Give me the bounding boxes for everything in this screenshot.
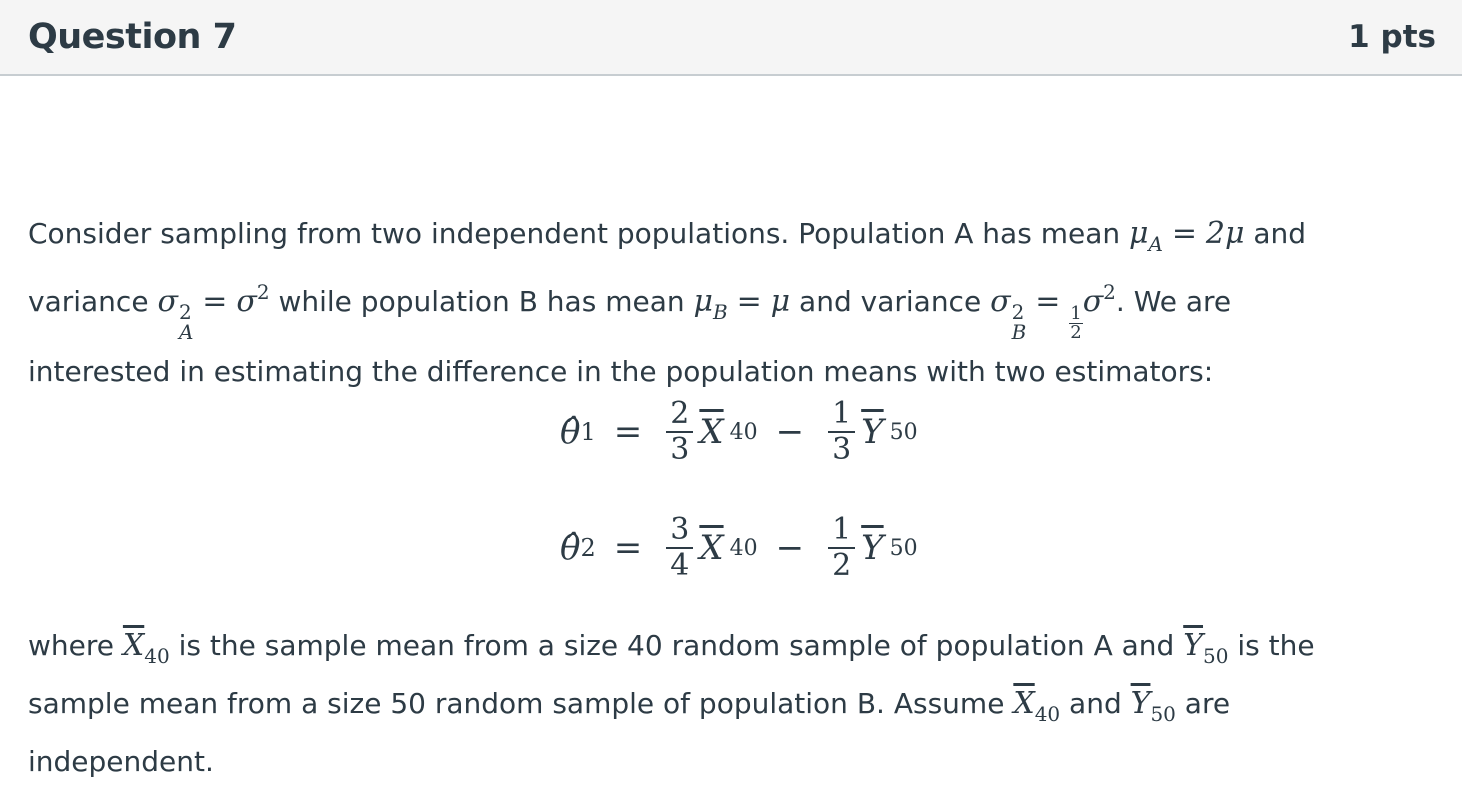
text-segment: interested in estimating the difference in the population means with two estimators: bbox=[28, 355, 1214, 388]
y-bar: $\overline{Y}$ bbox=[861, 528, 884, 568]
theta-index: 2 bbox=[580, 534, 596, 562]
x-subscript: 40 bbox=[1034, 702, 1061, 726]
text-segment: and bbox=[1060, 687, 1131, 720]
math-sigma: σ bbox=[990, 284, 1011, 319]
frac-num: 1 bbox=[828, 513, 855, 549]
y-bar: $\overline{Y}$ bbox=[1130, 686, 1151, 721]
math-subsup bbox=[179, 302, 193, 342]
y-subscript: 50 bbox=[889, 419, 918, 445]
frac-den: 4 bbox=[670, 548, 690, 583]
question-points: 1 pts bbox=[1348, 19, 1436, 55]
math-sup: 2 bbox=[1011, 300, 1025, 324]
x-bar: $\overline{X}$ bbox=[1013, 686, 1035, 721]
math-sub: B bbox=[713, 300, 728, 324]
frac-den: 2 bbox=[832, 548, 852, 583]
math-sub: A bbox=[1148, 232, 1163, 256]
math-sup: 2 bbox=[256, 280, 270, 304]
intro-line-2 bbox=[28, 268, 1408, 342]
x-subscript: 40 bbox=[729, 535, 758, 561]
closing-text bbox=[28, 622, 1428, 786]
estimator-1 bbox=[560, 392, 980, 472]
text-segment: is the sample mean from a size 40 random sample of population A and bbox=[169, 629, 1184, 662]
closing-line-1 bbox=[28, 622, 1428, 680]
frac-den: 3 bbox=[832, 432, 852, 467]
frac-num: 1 bbox=[828, 397, 855, 433]
math-eq: = bbox=[1171, 216, 1197, 251]
question-title: Question 7 bbox=[28, 17, 237, 57]
x-bar: $\overline{X}$ bbox=[122, 628, 145, 663]
math-sigma: σ bbox=[157, 284, 178, 319]
text-segment: are bbox=[1175, 687, 1231, 720]
text-segment: while population B has mean bbox=[269, 285, 694, 318]
closing-line-2 bbox=[28, 680, 1428, 738]
text-segment: sample mean from a size 50 random sample of population B. Assume bbox=[28, 687, 1014, 720]
intro-line-3 bbox=[28, 348, 1408, 396]
x-bar: $\overline{X}$ bbox=[699, 412, 724, 452]
math-eq: = bbox=[613, 412, 643, 452]
question-header bbox=[0, 0, 1462, 76]
estimator-2 bbox=[560, 508, 980, 588]
y-bar: $\overline{Y}$ bbox=[861, 412, 884, 452]
math-eq: = bbox=[202, 284, 228, 319]
theta-hat: θ̂ bbox=[560, 528, 581, 568]
text-segment: and variance bbox=[790, 285, 991, 318]
frac-num: 1 bbox=[1070, 303, 1082, 324]
question-text bbox=[28, 210, 1408, 396]
math-two-mu: 2μ bbox=[1205, 216, 1245, 251]
text-segment: and bbox=[1244, 217, 1307, 250]
frac-den: 2 bbox=[1070, 322, 1082, 343]
coef-frac bbox=[666, 513, 693, 583]
closing-line-3 bbox=[28, 738, 1428, 786]
math-sup: 2 bbox=[1103, 280, 1116, 304]
x-subscript: 40 bbox=[144, 644, 170, 668]
text-segment: where bbox=[28, 629, 123, 662]
y-bar: $\overline{Y}$ bbox=[1183, 628, 1204, 663]
text-segment: is the bbox=[1228, 629, 1315, 662]
minus-sign: − bbox=[775, 412, 805, 452]
text-segment: variance bbox=[28, 285, 158, 318]
math-sup: 2 bbox=[178, 300, 192, 324]
math-mu: μ bbox=[693, 284, 713, 319]
theta-hat: θ̂ bbox=[560, 412, 581, 452]
y-subscript: 50 bbox=[1150, 702, 1176, 726]
text-segment: . We are bbox=[1115, 285, 1232, 318]
theta-index: 1 bbox=[580, 418, 596, 446]
math-mu: μ bbox=[770, 284, 791, 319]
math-eq: = bbox=[613, 528, 643, 568]
math-sigma: σ bbox=[1082, 284, 1104, 319]
frac-num: 2 bbox=[666, 397, 693, 433]
minus-sign: − bbox=[775, 528, 805, 568]
y-subscript: 50 bbox=[1203, 644, 1229, 668]
math-eq: = bbox=[1035, 284, 1061, 319]
math-sigma: σ bbox=[236, 284, 257, 319]
intro-line-1 bbox=[28, 210, 1408, 268]
coef-frac bbox=[828, 513, 855, 583]
math-sub: B bbox=[1011, 320, 1027, 344]
math-mu: μ bbox=[1129, 216, 1149, 251]
frac-num: 3 bbox=[666, 513, 693, 549]
text-segment: independent. bbox=[28, 745, 214, 778]
x-subscript: 40 bbox=[729, 419, 758, 445]
coef-frac bbox=[828, 397, 855, 467]
frac-den: 3 bbox=[670, 432, 690, 467]
y-subscript: 50 bbox=[889, 535, 918, 561]
text-segment: Consider sampling from two independent populations. Population A has mean bbox=[28, 217, 1129, 250]
math-sub: A bbox=[178, 320, 194, 344]
x-bar: $\overline{X}$ bbox=[699, 528, 724, 568]
math-half bbox=[1069, 305, 1082, 342]
coef-frac bbox=[666, 397, 693, 467]
math-subsup bbox=[1012, 302, 1027, 342]
math-eq: = bbox=[736, 284, 762, 319]
